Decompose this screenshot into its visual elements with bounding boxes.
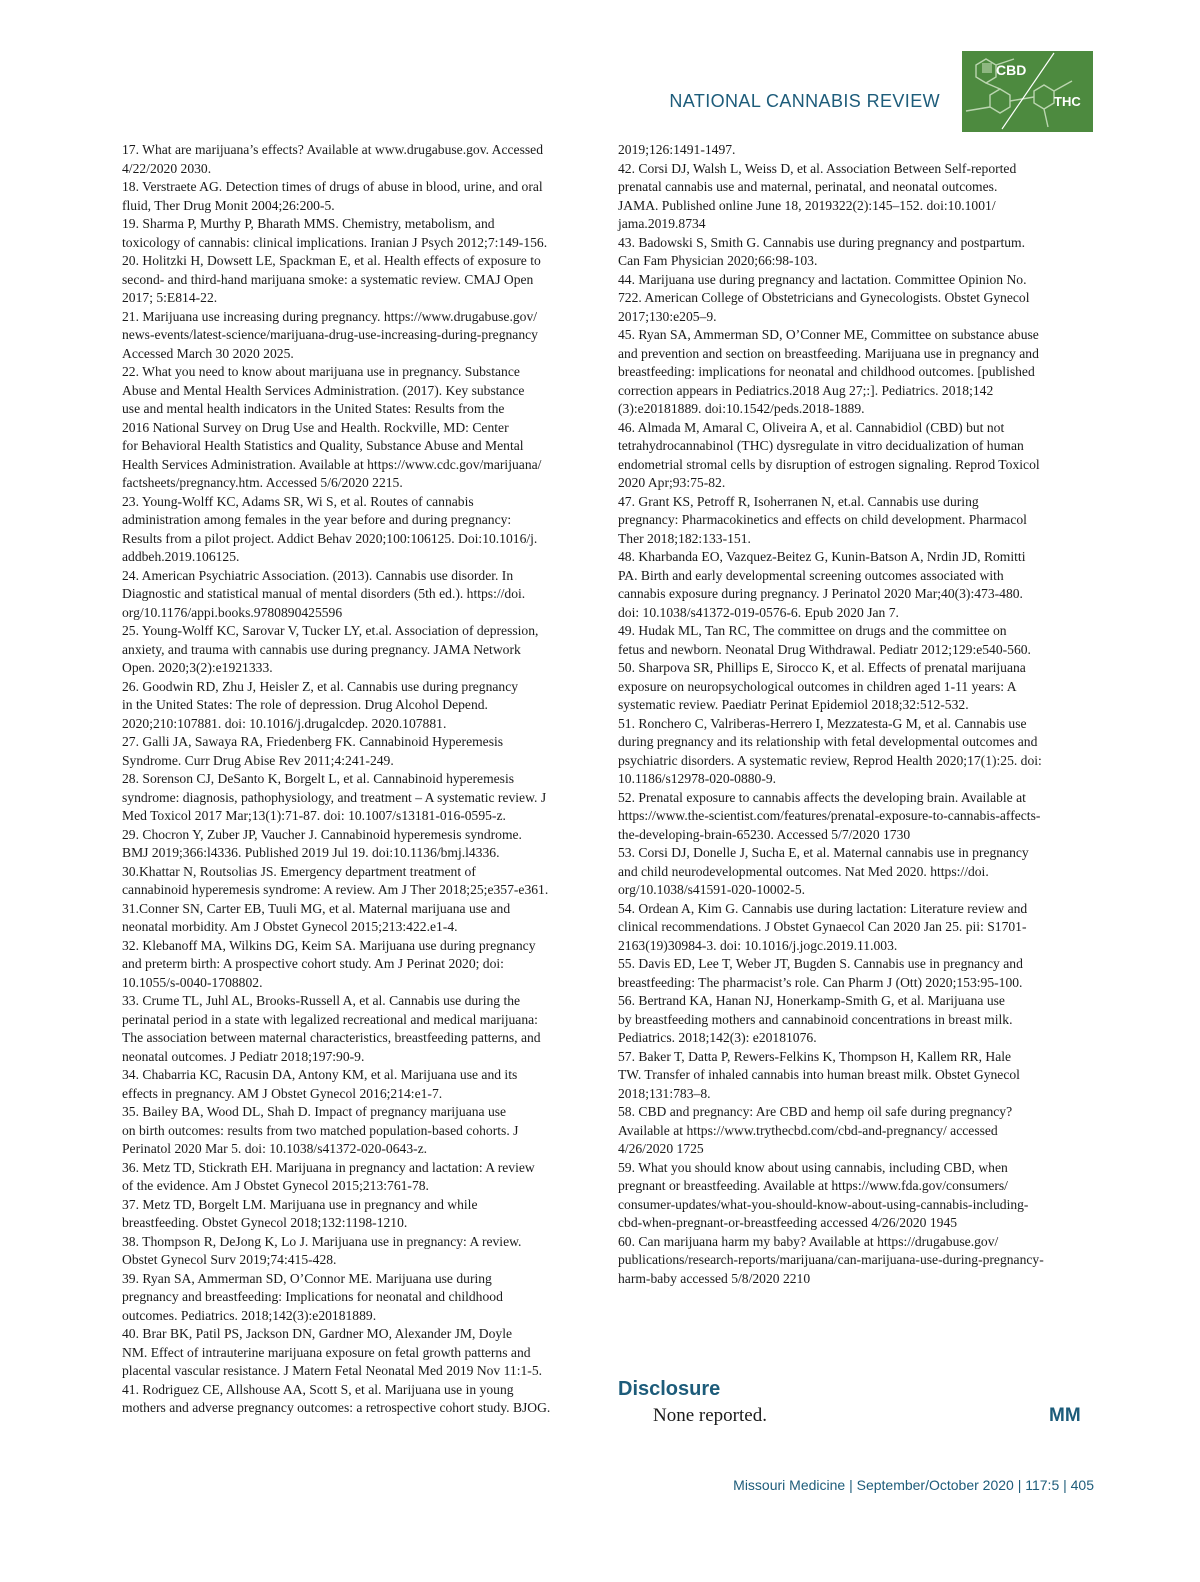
reference-item: 54. Ordean A, Kim G. Cannabis use during lactation: Literature review and clinical recommendations. J Obstet Gynaecol Can 2020 Jan 25. pii: S1701- 2163(19)30984-3. doi: 10.1016/j.jogc.2019.11.003. — [618, 900, 1028, 953]
logo-thc-text: THC — [1054, 94, 1081, 109]
reference-item: 58. CBD and pregnancy: Are CBD and hemp oil safe during pregnancy? Available at https://www.trythecbd.com/cbd-and-pregnancy/ accessed 4/26/2020 1725 — [618, 1104, 1013, 1156]
reference-item: 39. Ryan SA, Ammerman SD, O’Connor ME. Marijuana use during pregnancy and breastfeeding: Implications for neonatal and childhood outcomes. Pediatrics. 2018;142(3):e20181889. — [122, 1270, 503, 1323]
reference-item: 49. Hudak ML, Tan RC, The committee on drugs and the committee on fetus and newborn. Neonatal Drug Withdrawal. Pediatr 2012;129:e540-560. — [618, 623, 1031, 657]
cbd-thc-logo — [962, 51, 1093, 132]
reference-item: 57. Baker T, Datta P, Rewers-Felkins K, Thompson H, Kallem RR, Hale TW. Transfer of inhaled cannabis into human breast milk. Obstet Gynecol 2018;131:783–8. — [618, 1048, 1020, 1101]
reference-item: 55. Davis ED, Lee T, Weber JT, Bugden S. Cannabis use in pregnancy and breastfeeding: The pharmacist’s role. Can Pharm J (Ott) 2020;153:95-100. — [618, 956, 1023, 990]
reference-item: 17. What are marijuana’s effects? Available at www.drugabuse.gov. Accessed 4/22/2020 2030. — [122, 142, 543, 176]
reference-item: 22. What you need to know about marijuana use in pregnancy. Substance Abuse and Mental Health Services Administration. (2017). Key substance use and mental health indicators in the United States: Results from the 2016 National Survey on Drug Use and Health. Rockville, MD: Center for Behavioral Health Statistics and Quality, Substance Abuse and Mental Health Services Administration. Available at https://www.cdc.gov/marijuana/ factsheets/pregnancy.htm. Accessed 5/6/2020 2215. — [122, 364, 542, 490]
reference-item: 41. Rodriguez CE, Allshouse AA, Scott S, et al. Marijuana use in young mothers and adverse pregnancy outcomes: a retrospective cohort study. BJOG. — [122, 1381, 551, 1415]
reference-item: 35. Bailey BA, Wood DL, Shah D. Impact of pregnancy marijuana use on birth outcomes: results from two matched population-based cohorts. J Perinatol 2020 Mar 5. doi: 10.1038/s41372-020-0643-z. — [122, 1104, 519, 1156]
molecule-graphic-icon — [962, 51, 1093, 132]
reference-item: 46. Almada M, Amaral C, Oliveira A, et al. Cannabidiol (CBD) but not tetrahydrocannabinol (THC) dysregulate in vitro decidualization of human endometrial stromal cells by disruption of estrogen signaling. Reprod Toxicol 2020 Apr;93:75-82. — [618, 419, 1040, 490]
reference-item: 42. Corsi DJ, Walsh L, Weiss D, et al. Association Between Self-reported prenatal cannabis use and maternal, perinatal, and neonatal outcomes. JAMA. Published online June 18, 2019322(2):145–152. doi:10.1001/ jama.2019.8734 — [618, 160, 1017, 231]
reference-item: 21. Marijuana use increasing during pregnancy. https://www.drugabuse.gov/ news-events/latest-science/marijuana-drug-use-increasing-during-pregnancy Accessed March 30 2020 2025. — [122, 308, 538, 361]
reference-item: 52. Prenatal exposure to cannabis affects the developing brain. Available at https://www.the-scientist.com/features/prenatal-exposure-to-cannabis-affects- the-developing-brain-65230. Accessed 5/7/2020 1730 — [618, 789, 1041, 842]
reference-item: 45. Ryan SA, Ammerman SD, O’Conner ME, Committee on substance abuse and prevention and section on breastfeeding. Marijuana use in pregnancy and breastfeeding: implications for neonatal and childhood outcomes. [published correction appears in Pediatrics.2018 Aug 27;:]. Pediatrics. 2018;142 (3):e20181889. doi:10.1542/peds.2018-1889. — [618, 327, 1039, 416]
reference-item: 23. Young-Wolff KC, Adams SR, Wi S, et al. Routes of cannabis administration among females in the year before and during pregnancy: Results from a pilot project. Addict Behav 2020;100:106125. Doi:10.1016/j. addbeh.2019.106125. — [122, 493, 538, 564]
reference-item: 40. Brar BK, Patil PS, Jackson DN, Gardner MO, Alexander JM, Doyle NM. Effect of intrauterine marijuana exposure on fetal growth patterns and placental vascular resistance. J Matern Fetal Neonatal Med 2019 Nov 11:1-5. — [122, 1326, 543, 1378]
logo-cbd-text: CBD — [996, 62, 1027, 78]
reference-item: 32. Klebanoff MA, Wilkins DG, Keim SA. Marijuana use during pregnancy and preterm birth: A prospective cohort study. Am J Perinat 2020; doi: 10.1055/s-0040-1708802. — [122, 937, 536, 990]
reference-item: 18. Verstraete AG. Detection times of drugs of abuse in blood, urine, and oral fluid, Ther Drug Monit 2004;26:200-5. — [122, 179, 543, 213]
reference-item: 2019;126:1491-1497. — [618, 142, 736, 157]
reference-item: 38. Thompson R, DeJong K, Lo J. Marijuana use in pregnancy: A review. Obstet Gynecol Surv 2019;74:415-428. — [122, 1233, 522, 1267]
reference-item: 26. Goodwin RD, Zhu J, Heisler Z, et al. Cannabis use during pregnancy in the United States: The role of depression. Drug Alcohol Depend. 2020;210:107881. doi: 10.1016/j.drugalcdep. 2020.107881. — [122, 678, 519, 731]
reference-item: 24. American Psychiatric Association. (2013). Cannabis use disorder. In Diagnostic and statistical manual of mental disorders (5th ed.). https://doi. org/10.1176/appi.books.9780890425596 — [122, 567, 526, 620]
reference-item: 27. Galli JA, Sawaya RA, Friedenberg FK. Cannabinoid Hyperemesis Syndrome. Curr Drug Abise Rev 2011;4:241-249. — [122, 734, 504, 768]
reference-item: 31.Conner SN, Carter EB, Tuuli MG, et al. Maternal marijuana use and neonatal morbidity. Am J Obstet Gynecol 2015;213:422.e1-4. — [122, 900, 511, 934]
end-mark: MM — [1049, 1405, 1081, 1426]
reference-item: 48. Kharbanda EO, Vazquez-Beitez G, Kunin-Batson A, Nrdin JD, Romitti PA. Birth and early developmental screening outcomes associated with cannabis exposure during pregnancy. J Perinatol 2020 Mar;40(3):473-480. doi: 10.1038/s41372-019-0576-6. Epub 2020 Jan 7. — [618, 549, 1026, 620]
reference-item: 51. Ronchero C, Valriberas-Herrero I, Mezzatesta-G M, et al. Cannabis use during pregnancy and its relationship with fetal developmental outcomes and psychiatric disorders. A systematic review, Reprod Health 2020;17(1):25. doi: 10.1186/s12978-020-0880-9. — [618, 715, 1042, 786]
reference-item: 43. Badowski S, Smith G. Cannabis use during pregnancy and postpartum. Can Fam Physician 2020;66:98-103. — [618, 234, 1026, 268]
reference-item: 29. Chocron Y, Zuber JP, Vaucher J. Cannabinoid hyperemesis syndrome. BMJ 2019;366:l4336. Published 2019 Jul 19. doi:10.1136/bmj.l4336. — [122, 826, 522, 860]
reference-item: 25. Young-Wolff KC, Sarovar V, Tucker LY, et.al. Association of depression, anxiety, and trauma with cannabis use during pregnancy. JAMA Network Open. 2020;3(2):e1921333. — [122, 623, 539, 675]
reference-item: 59. What you should know about using cannabis, including CBD, when pregnant or breastfeeding. Available at https://www.fda.gov/consumers/ consumer-updates/what-you-should-know-about-using-cannabis-including- cbd-when-pregnant-or-breastfeeding accessed 4/26/2020 1945 — [618, 1159, 1029, 1230]
references-left-column — [122, 141, 595, 1418]
reference-item: 47. Grant KS, Petroff R, Isoherranen N, et.al. Cannabis use during pregnancy: Pharmacokinetics and effects on child development. Pharmacol Ther 2018;182:133-151. — [618, 493, 1027, 546]
reference-item: 56. Bertrand KA, Hanan NJ, Honerkamp-Smith G, et al. Marijuana use by breastfeeding mothers and cannabinoid concentrations in breast milk. Pediatrics. 2018;142(3): e20181076. — [618, 993, 1013, 1045]
disclosure-text: None reported. — [653, 1405, 767, 1426]
reference-item: 33. Crume TL, Juhl AL, Brooks-Russell A, et al. Cannabis use during the perinatal period in a state with legalized recreational and medical marijuana: The association between maternal characteristics, breastfeeding patterns, and neonatal outcomes. J Pediatr 2018;197:90-9. — [122, 993, 541, 1064]
reference-item: 36. Metz TD, Stickrath EH. Marijuana in pregnancy and lactation: A review of the evidence. Am J Obstet Gynecol 2015;213:761-78. — [122, 1159, 535, 1193]
reference-item: 60. Can marijuana harm my baby? Available at https://drugabuse.gov/ publications/research-reports/marijuana/can-marijuana-use-during-pregnancy- harm-baby accessed 5/8/2020 2210 — [618, 1233, 1044, 1286]
disclosure-heading: Disclosure — [618, 1378, 721, 1400]
reference-item: 20. Holitzki H, Dowsett LE, Spackman E, et al. Health effects of exposure to second- and third-hand marijuana smoke: a systematic review. CMAJ Open 2017; 5:E814-22. — [122, 253, 541, 305]
references-right-column — [618, 141, 1093, 1288]
reference-item: 44. Marijuana use during pregnancy and lactation. Committee Opinion No. 722. American College of Obstetricians and Gynecologists. Obstet Gynecol 2017;130:e205–9. — [618, 271, 1030, 324]
reference-item: 19. Sharma P, Murthy P, Bharath MMS. Chemistry, metabolism, and toxicology of cannabis: clinical implications. Iranian J Psych 2012;7:149-156. — [122, 216, 548, 250]
reference-item: 53. Corsi DJ, Donelle J, Sucha E, et al. Maternal cannabis use in pregnancy and child neurodevelopmental outcomes. Nat Med 2020. https://doi. org/10.1038/s41591-020-10002-5. — [618, 845, 1029, 897]
reference-item: 37. Metz TD, Borgelt LM. Marijuana use in pregnancy and while breastfeeding. Obstet Gynecol 2018;132:1198-1210. — [122, 1196, 478, 1230]
page-footer: Missouri Medicine | September/October 2020 | 117:5 | 405 — [733, 1477, 1094, 1493]
reference-item: 30.Khattar N, Routsolias JS. Emergency department treatment of cannabinoid hyperemesis syndrome: A review. Am J Ther 2018;25;e357-e361. — [122, 863, 549, 897]
reference-item: 28. Sorenson CJ, DeSanto K, Borgelt L, et al. Cannabinoid hyperemesis syndrome: diagnosis, pathophysiology, and treatment – A systematic review. J Med Toxicol 2017 Mar;13(1):71-87. doi: 10.1007/s13181-016-0595-z. — [122, 771, 547, 823]
reference-item: 50. Sharpova SR, Phillips E, Sirocco K, et al. Effects of prenatal marijuana exposure on neuropsychological outcomes in children aged 1-11 years: A systematic review. Paediatr Perinat Epidemiol 2018;32:512-532. — [618, 660, 1026, 712]
reference-item: 34. Chabarria KC, Racusin DA, Antony KM, et al. Marijuana use and its effects in pregnancy. AM J Obstet Gynecol 2016;214:e1-7. — [122, 1067, 518, 1101]
section-header: NATIONAL CANNABIS REVIEW — [669, 91, 940, 111]
